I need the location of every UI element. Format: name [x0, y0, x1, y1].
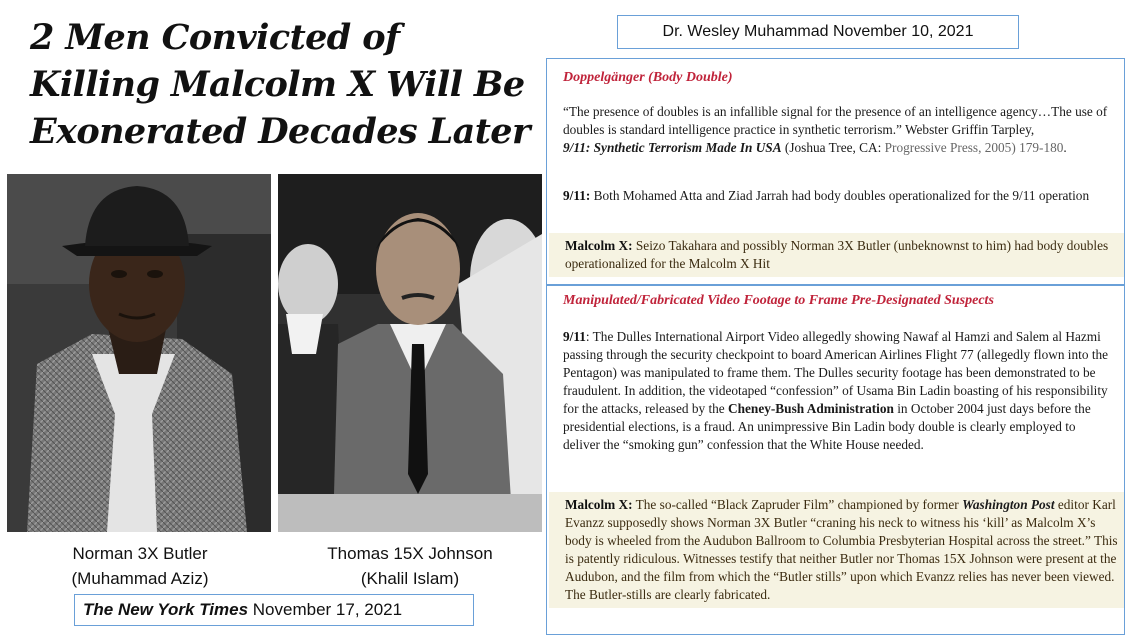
caption-thomas-johnson	[290, 541, 530, 591]
paragraph-malcolm-doubles: Malcolm X: Seizo Takahara and possibly Norman 3X Butler (unbeknownst to him) had body doubles operationalized for the Malcolm X Hit	[549, 233, 1124, 277]
headline: 2 Men Convicted of Killing Malcolm X Will Be Exonerated Decades Later	[30, 17, 530, 152]
section-title: Doppelgänger (Body Double)	[563, 70, 733, 85]
caption-alias: (Khalil Islam)	[360, 569, 460, 588]
section-title: Manipulated/Fabricated Video Footage to Frame Pre-Designated Suspects	[563, 293, 994, 308]
paragraph-911-video: 9/11: The Dulles International Airport Video allegedly showing Nawaf al Hamzi and Salem al Hazmi passing through the security checkpoint to board American Airlines Flight 77 (allegedly flown into the Pentagon) was manipulated to frame them. The Dulles security footage has been demonstrated to be fraudulent. In addition, the videotaped “confession” of Usama Bin Ladin boasting of his responsibility for the attacks, released by the Cheney-Bush Administration in October 2004 just days before the presidential elections, is a fraud. An unimpressive Bin Ladin body double is clearly employed to deliver the “smoking gun” confession that the White House needed.	[563, 329, 1109, 452]
source-publication: The New York Times	[83, 600, 249, 619]
caption-norman-butler	[20, 541, 260, 591]
paragraph-911-doubles: 9/11: Both Mohamed Atta and Ziad Jarrah had body doubles operationalized for the 9/11 operation	[563, 188, 1090, 203]
caption-name: Thomas 15X Johnson	[327, 544, 493, 563]
video-footage-panel	[546, 285, 1125, 635]
caption-alias: (Muhammad Aziz)	[71, 569, 209, 588]
photo-norman-butler	[7, 174, 271, 532]
caption-name: Norman 3X Butler	[72, 544, 208, 563]
source-credit	[74, 594, 474, 626]
source-date: November 17, 2021	[252, 600, 403, 619]
author-date-box: Dr. Wesley Muhammad November 10, 2021	[617, 15, 1019, 49]
tarpley-quote: “The presence of doubles is an infallible signal for the presence of an intelligence agency…The use of doubles is standard intelligence practice in synthetic terrorism.” Webster Griffin Tarpley, 9/11: Synthetic Terrorism Made In USA (Joshua Tree, CA: Progressive Press, 2005) 179-180.	[563, 104, 1108, 155]
paragraph-malcolm-video: Malcolm X: The so-called “Black Zapruder Film” championed by former Washington Post editor Karl Evanzz supposedly shows Norman 3X Butler “craning his neck to witness his ‘kill’ as Malcolm X’s body is wheeled from the Audubon Ballroom to Columbia Presbyterian Hospital across the street.” This is patently ridiculous. Witnesses testify that neither Butler nor Thomas 15X Johnson were present at the Audubon, and the film from which the “Butler stills” upon which Evanzz relies has never been viewed. The Butler-stills are clearly fabricated.	[549, 492, 1124, 608]
photo-thomas-johnson	[278, 174, 542, 532]
doppelganger-panel	[546, 58, 1125, 285]
